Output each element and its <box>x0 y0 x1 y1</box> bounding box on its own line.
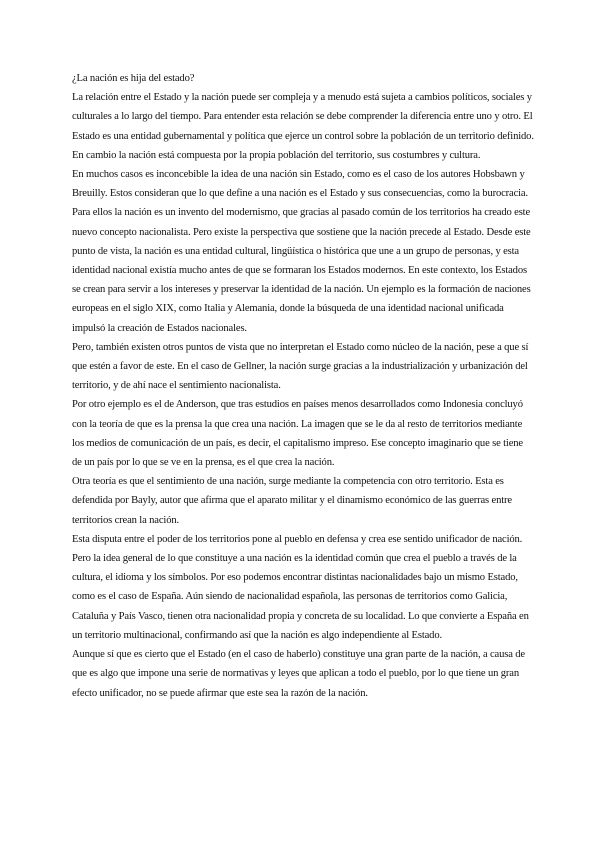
paragraph-state-vs-nation: La relación entre el Estado y la nación puede ser compleja y a menudo está sujeta a cambios políticos, sociales y culturales a lo largo del tiempo. Para entender esta relación se debe comprender la diferencia entre uno y otro. El Estado es una entidad gubernamental y política que ejerce un control sobre la población de un territorio definido. En cambio la nación está compuesta por la propia población del territorio, sus costumbres y cultura. <box>72 92 534 161</box>
paragraph-spain-multinational: Pero la idea general de lo que constituye a una nación es la identidad común que crea el pueblo a través de la cultura, el idioma y los símbolos. Por eso podemos encontrar distintas nacionalidades bajo un mismo Estado, como es el caso de España. Aún siendo de nacionalidad española, las personas de territorios como Galicia, Cataluña y País Vasco, tienen otra nacionalidad propia y concreta de su localidad. Lo que convierte a España en un territorio multinacional, confirmando así que la nación es algo independiente al Estado. <box>72 553 529 641</box>
paragraph-bayly: Otra teoría es que el sentimiento de una nación, surge mediante la competencia con otro territorio. Esta es defendida por Bayly, autor que afirma que el aparato militar y el dinamismo económico de las guerras entre territorios crean la nación. <box>72 476 512 526</box>
document-title: ¿La nación es hija del estado? <box>72 73 195 84</box>
paragraph-gellner: Pero, también existen otros puntos de vista que no interpretan el Estado como núcleo de la nación, pese a que sí que estén a favor de este. En el caso de Gellner, la nación surge gracias a la industrialización y urbanización del territorio, y de ahí nace el sentimiento nacionalista. <box>72 341 529 392</box>
paragraph-hobsbawn-breuilly: En muchos casos es inconcebible la idea de una nación sin Estado, como es el caso de los autores Hobsbawn y Breuilly. Estos consideran que lo que define a una nación es el Estado y sus consecuencias, como la burocracia. Para ellos la nación es un invento del modernismo, que gracias al pasado común de los territorios ha creado este nuevo concepto nacionalista. Pero existe la perspectiva que sostiene que la nación precede al Estado. Desde este punto de vista, la nación es una entidad cultural, lingüística o histórica que une a un grupo de personas, y esta identidad nacional existía mucho antes de que se formaran los Estados modernos. En este contexto, los Estados se crean para servir a los intereses y preservar la identidad de la nación. Un ejemplo es la formación de naciones europeas en el siglo XIX, como Italia y Alemania, donde la búsqueda de una identidad nacional unificada impulsó la creación de Estados nacionales. <box>72 169 531 334</box>
paragraph-conclusion: Aunque sí que es cierto que el Estado (en el caso de haberlo) constituye una gran parte de la nación, a causa de que es algo que impone una serie de normativas y leyes que aplican a todo el pueblo, por lo que tiene un gran efecto unificador, no se puede afirmar que este sea la razón de la nación. <box>72 649 525 699</box>
paragraph-anderson: Por otro ejemplo es el de Anderson, que tras estudios en países menos desarrollados como Indonesia concluyó con la teoría de que es la prensa la que crea una nación. La imagen que se le da al resto de territorios mediante los medios de comunicación de un país, es decir, el capitalismo impreso. Ese concepto imaginario que se tiene de un país por lo que se ve en la prensa, es el que crea la nación. <box>72 399 523 469</box>
document-page <box>72 69 534 703</box>
paragraph-territorial-dispute: Esta disputa entre el poder de los territorios pone al pueblo en defensa y crea ese sentido unificador de nación. <box>72 533 523 545</box>
